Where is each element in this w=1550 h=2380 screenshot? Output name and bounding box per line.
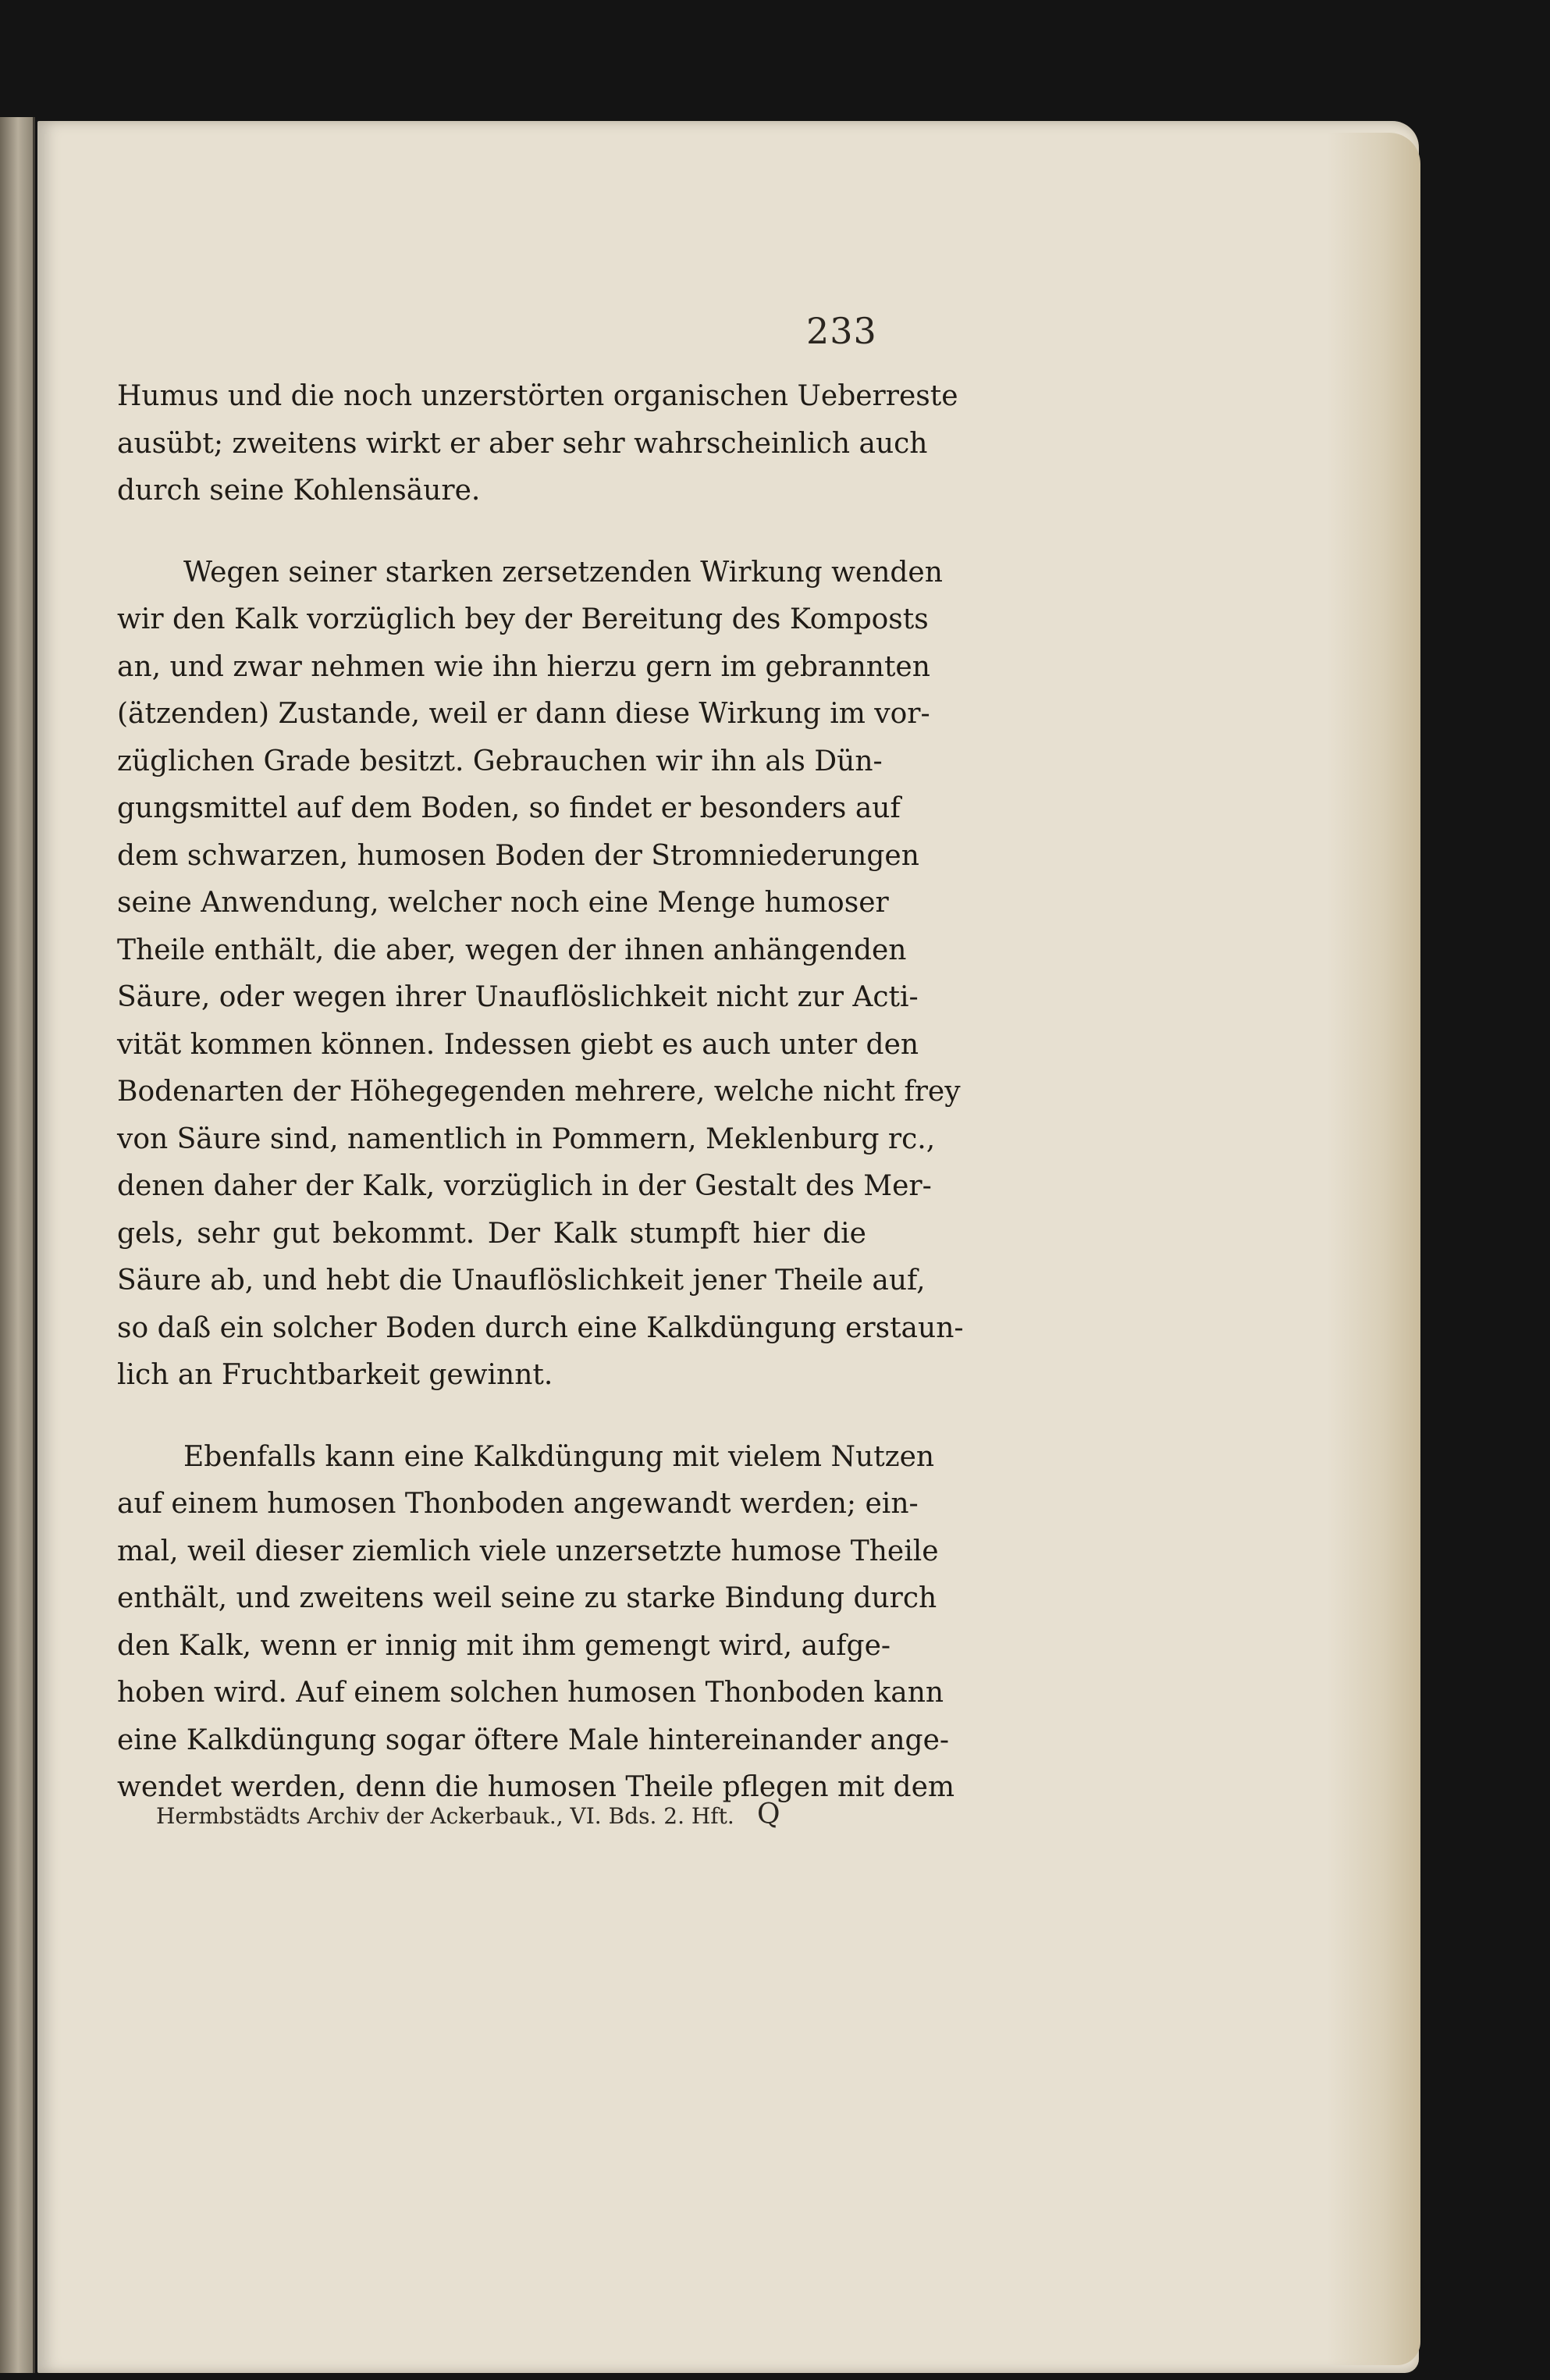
- text-line: wir den Kalk vorzüglich bey der Bereitung des Komposts: [117, 603, 929, 635]
- text-line: so daß ein solcher Boden durch eine Kalkdüngung erstaun-: [117, 1311, 964, 1344]
- text-line: gungsmittel auf dem Boden, so findet er besonders auf: [117, 792, 901, 824]
- text-line: Theile enthält, die aber, wegen der ihnen anhängenden: [117, 934, 907, 966]
- text-line: auf einem humosen Thonboden angewandt werden; ein-: [117, 1488, 919, 1520]
- body-text: [117, 373, 964, 1846]
- text-line: eine Kalkdüngung sogar öftere Male hintereinander ange-: [117, 1724, 950, 1756]
- text-line: gels, sehr gut bekommt. Der Kalk stumpft hier die: [117, 1217, 866, 1250]
- text-line: ausübt; zweitens wirkt er aber sehr wahrscheinlich auch: [117, 427, 928, 460]
- text-line: Ebenfalls kann eine Kalkdüngung mit vielem Nutzen: [183, 1440, 935, 1473]
- paragraph-1: [117, 373, 958, 515]
- text-line: Humus und die noch unzerstörten organischen Ueberreste: [117, 380, 958, 412]
- page-fray-edge: [1327, 133, 1420, 2365]
- text-line: seine Anwendung, welcher noch eine Menge humoser: [117, 887, 889, 919]
- text-line: (ätzenden) Zustande, weil er dann diese Wirkung im vor-: [117, 698, 930, 730]
- text-line: vität kommen können. Indessen giebt es auch unter den: [117, 1028, 919, 1061]
- text-line: an, und zwar nehmen wie ihn hierzu gern im gebrannten: [117, 650, 930, 683]
- left-page-edge: [0, 117, 35, 2373]
- paragraph-3: [117, 1434, 955, 1812]
- signature-mark: Q: [757, 1798, 780, 1830]
- page-number: 233: [806, 310, 877, 352]
- text-line: dem schwarzen, humosen Boden der Stromniederungen: [117, 839, 919, 872]
- text-line: hoben wird. Auf einem solchen humosen Thonboden kann: [117, 1677, 944, 1709]
- text-line: lich an Fruchtbarkeit gewinnt.: [117, 1359, 553, 1391]
- paragraph-2: [117, 550, 964, 1400]
- text-line: wendet werden, denn die humosen Theile pflegen mit dem: [117, 1771, 955, 1803]
- text-line: Säure ab, und hebt die Unauflöslichkeit jener Theile auf,: [117, 1265, 926, 1297]
- text-line: Säure, oder wegen ihrer Unauflöslichkeit nicht zur Acti-: [117, 981, 919, 1013]
- text-line: mal, weil dieser ziemlich viele unzersetzte humose Theile: [117, 1535, 939, 1567]
- footer-citation: Hermbstädts Archiv der Ackerbauk., VI. Bds. 2. Hft.: [156, 1803, 734, 1829]
- text-line: Bodenarten der Höhegegenden mehrere, welche nicht frey: [117, 1076, 961, 1108]
- text-line: züglichen Grade besitzt. Gebrauchen wir ihn als Dün-: [117, 745, 883, 777]
- text-line: denen daher der Kalk, vorzüglich in der Gestalt des Mer-: [117, 1170, 932, 1202]
- text-line: Wegen seiner starken zersetzenden Wirkung wenden: [183, 556, 943, 589]
- text-line: den Kalk, wenn er innig mit ihm gemengt wird, aufge-: [117, 1629, 891, 1662]
- text-line: durch seine Kohlensäure.: [117, 475, 481, 507]
- text-line: von Säure sind, namentlich in Pommern, Meklenburg rc.,: [117, 1122, 936, 1155]
- text-line: enthält, und zweitens weil seine zu starke Bindung durch: [117, 1582, 937, 1614]
